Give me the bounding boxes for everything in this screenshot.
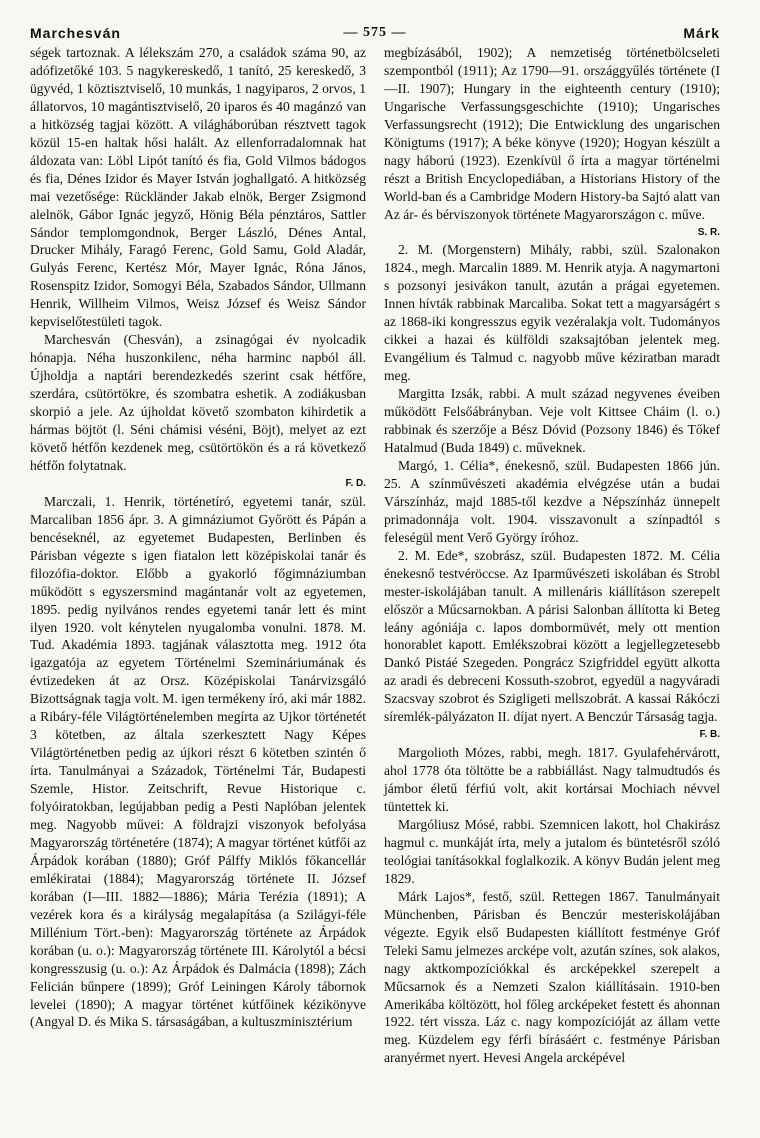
entry-marczali-continuation: megbízásából, 1902); A nemzetiség történetbölcseleti szempontból (1911); Az 1790—91. országgyűlés története (I—II. 1907); Hungary in the eighteenth century (1910); Ungarische Verfassungsgeschichte (1910); Ungarisches Verfassungsrecht (1912); Die Entwicklung des ungarischen Königtums (1917); A béke könyve (1920); Hogyan készült a nagy háború (1923). Ezenkívül ő írta a magyar történelmi részt a British Encyclopediában, a Historians History of the World-ban és a Cambridge Modern History-ba Sajtó alatt van Az ár- és bérviszonyok története Magyarországon c. műve. — [384, 45, 720, 222]
entry-marchesvan: Marchesván (Chesván), a zsinagógai év nyolcadik hónapja. Néha huszonkilenc, néha harminc napból áll. Újholdja a naptári berendezkedés szerint csak hétfőre, szerdára, csütörtökre, és szombatra eshetik. A zodiákusban skorpió a jele. Az újholdat követő szombaton kihirdetik a hármas böjtöt (l. Séni chámisi véséni, Böjt), melyet az ezt követő hétfőn kezdenek meg, csütörtökön és a rá következő hétfőn folytatnak. — [30, 332, 366, 473]
right-column — [384, 44, 720, 1067]
paragraph-continuation: ségek tartoznak. A lélekszám 270, a családok száma 90, az adófizetőké 103. 5 nagykereskedő, 1 tanító, 25 kereskedő, 3 ügyvéd, 1 köztisztviselő, 10 munkás, 1 nagyiparos, 2 orvos, 1 állatorvos, 10 magántisztviselő, 20 iparos és 40 magánzó van a hitközség tagjai között. A világháborúban résztvett tagok közül 15-en haltak hősi halált. Az ellenforradalomnak hat áldozata van: Löbl Lipót tanító és fia, Gold Vilmos bádogos és fia, Dénes Izidor és Mayer István joghallgató. A hitközség mai vezetősége: Rückländer Jakab elnök, Berger Zsigmond alelnök, Gábor Ignác jegyző, Hönig Béla pénztáros, Sattler Sándor templomgondnok, Berger László, Dénes Antal, Drucker Mihály, Faragó Ferenc, Gold Samu, Gold Aladár, Gulyás Ferenc, Kertész Mór, Mayer Ignác, Róna János, Rosenspitz Izidor, Somogyi Béla, Szabados Sándor, Ullmann Henrik, Willheim Vilmos, Weisz József és Weisz Sándor kepviselőtestületi tagok. — [30, 45, 366, 330]
left-column — [30, 44, 366, 1031]
entry-margitta: Margitta Izsák, rabbi. A mult század negyvenes éveiben működött Felsőábrányban. Veje volt Kittsee Cháim (l. o.) rabbinak és szerzője a Bész Dóvid (Pozsony 1846) és Tőkef Hatalmud (Buda 1849) c. műveknek. — [384, 386, 720, 455]
signature-fd: F. D. — [345, 477, 366, 489]
entry-mark: Márk Lajos*, festő, szül. Rettegen 1867. Tanulmányait Münchenben, Párisban és Benczúr mesteriskolájában végezte. Egyik első Budapesten kiállított festménye Gróf Teleki Samu jelmezes arcképe volt, azután színes, sok alakos, nagy aktkompozíciókkal és arcképekkel szerepelt a Műcsarnok és a Nemzeti Szalon kiállításain. 1910-ben Amerikába költözött, hol főleg arcképeket festett és ahonnan 1922. tért vissza. Láz c. nagy kompozícióját az állam vette meg. Küzdelem egy férfi bírásáért c. festménye Párisban aranyérmet nyert. Hevesi Angela arcképével — [384, 888, 720, 1066]
entry-margo-celia: Margó, 1. Célia*, énekesnő, szül. Budapesten 1866 jún. 25. A színművészeti akadémia elvégzése után a budai Várszínház, majd 1885-től kezdve a Népszínház ünnepelt primadonnája volt. 1904. visszavonult a színpadtól s feleségül ment Verő György íróhoz. — [384, 457, 720, 545]
header-left-keyword: Marchesván — [30, 25, 121, 41]
page-number: — 575 — — [343, 25, 407, 40]
entry-margolioth: Margolioth Mózes, rabbi, megh. 1817. Gyulafehérvárott, ahol 1778 óta töltötte be a rabbiállást. Nagy talmudtudós és jámbor életű férfiú volt, akit kortársai Mochiach névvel tüntettek ki. — [384, 745, 720, 815]
signature-sr: S. R. — [697, 226, 720, 238]
entry-margo-ede: 2. M. Ede*, szobrász, szül. Budapesten 1872. M. Célia énekesnő testvéröccse. Az Iparművészeti iskolában és Strobl mester-iskolájában tanult. A millenáris kiállításon szerepelt először a Műcsarnokban. A párisi Salonban állította ki Beteg leány agóniája c. lapos dombormüvét, mely ott mention honorablet kapott. Emlékszobrai között a legjellegzetesebb Dankó Pistáé Szegeden. Pongrácz Szigfriddel együtt alkotta az aradi és debreceni Kossuth-szobrot, egyedül a nagyváradi Szacsvay szobrot és Szigligeti mellszobrát. A kassai Rákóczi síremlék-pályázaton II. díjat nyert. A Benczúr Társaság tagja. — [384, 547, 720, 725]
signature-fb: F. B. — [699, 729, 720, 741]
header-right-keyword: Márk — [683, 25, 720, 41]
entry-marczali-mihaly: 2. M. (Morgenstern) Mihály, rabbi, szül. Szalonakon 1824., megh. Marcalin 1889. M. Henrik atyja. A nagymartoni s pozsonyi jesivákon tanult, azután a prágai egyetemen. Innen hívták rabbinak Marcaliba. Sokat tett a magyarságért s az 1868-iki kongresszus egyik vezéralakja volt. Tudományos cikkei a hazai és külföldi szaksajtóban jelentek meg. Evangélium és Talmud c. nagyobb műve kéziratban maradt meg. — [384, 242, 720, 384]
entry-margoliusz: Margóliusz Mósé, rabbi. Szemnicen lakott, hol Chakirász hagmul c. munkáját írta, mely a jutalom és büntetésről szóló teológiai tanításokkal foglalkozik. A könyv Budán jelent meg 1829. — [384, 816, 720, 886]
entry-marczali: Marczali, 1. Henrik, történetíró, egyetemi tanár, szül. Marcaliban 1856 ápr. 3. A gimnáziumot Győrött és Pápán a bencéseknél, az egyetemet Budapesten, Berlinben és Párisban végezte s igen fiatalon lett középiskolai tanár és filozófia-doktor. Előbb a gyakorló főgimnáziumban működött s egyszersmind magántanár volt az egyetemen, 1895. pedig nyilvános rendes egyetemi tanár lett és mint ilyen 1920. volt kénytelen nyugalomba vonulni. 1878. M. Tud. Akadémia 1893. tagjának választotta meg. 1912 óta igazgatója az egyetem Történelmi Szemináriumának és évtizedeken át az Orsz. Középiskolai Tanárvizsgáló Bizottságnak tagja volt. M. igen termékeny író, aki már 1882. a Ribáry-féle Világtörténelemben megírta az Ujkor történetét 3 kötetben, az általa szerkesztett Nagy Képes Világtörténetben pedig az újkori részt 6 kötetben szintén ő írta. Tanulmányai a Századok, Történelmi Tár, Budapesti Szemle, Histor. Zeitschrift, Revue Historique c. folyóiratokban, legújabban pedig a Pesti Naplóban jelentek meg. Nagyobb művei: A földrajzi viszonyok befolyása Magyarország történetére (1874); A magyar történet kútfői az Árpádok korában (1880); Gróf Pálffy Miklós főkancellár emlékiratai (1884); Magyarország története II. József korában (I—III. 1882—1886); Mária Terézia (1891); A vezérek kora és a királyság megalapítása (a Szilágyi-féle Millénium Tört.-ben): Magyarország története az Árpádok korában (u. o.): Magyarország története III. Károlytól a bécsi kongresszusig (u. o.): Az Árpádok és Dalmácia (1898); Zách Felicián bűnpere (1899); Gróf Leiningen Károly tábornok levelei (1890); A magyar történet kútfőinek kézikönyve (Angyal D. és Mika S. társaságában, a kultuszminisztérium — [30, 493, 366, 1030]
page-header — [30, 24, 720, 44]
